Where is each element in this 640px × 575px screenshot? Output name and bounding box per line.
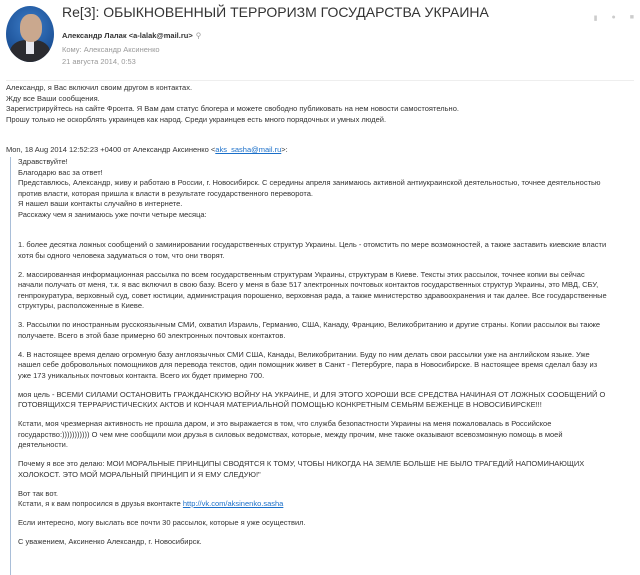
quote-intro-line: Расскажу чем я занимаюсь уже почти четыре месяца: — [18, 209, 207, 219]
email-subject: Re[3]: ОБЫКНОВЕННЫЙ ТЕРРОРИЗМ ГОСУДАРСТВА УКРАИНА — [62, 4, 489, 20]
reply-line: Александр, я Вас включил своим другом в контактах. — [6, 83, 193, 92]
closing-block — [18, 489, 638, 510]
quote-paragraph-line: уже 173 уникальных почтовых контакта. Всего их будет примерно 700. — [18, 370, 265, 380]
quote-paragraph-line: нашел себе добровольных помощников для перевода текстов, один помощник живет в Санкт - Петербурге, пара в Новосибирске. В настоящее время сделал базу из — [18, 360, 598, 369]
quote-intro-line: Здравствуйте! — [18, 157, 68, 166]
email-date: 21 августа 2014, 0:53 — [62, 57, 136, 66]
quote-paragraph-line: начали получать от меня, т.к. я вас включил в свою базу. Всего у меня в базе 517 электронных почтовых контактов государственных структур Украины, это МВД, СБУ, — [18, 280, 599, 289]
quote-paragraph — [18, 459, 638, 480]
quote-header-suffix: >: — [281, 145, 288, 154]
quote-paragraph-line: ГОТОВЯЩИХСЯ ТЕРРАРИСТИЧЕСКИХ АКТОВ И КОНЧАЯ МАТЕРИАЛЬНОЙ ПОМОЩЬЮ КОНКРЕТНЫМ СЕМЬЯМ БЕЖЕНЦЕ В НОВОСИБИРСКЕ!!! — [18, 400, 542, 409]
vk-text: Кстати, я к вам попросился в друзья вконтакте — [18, 499, 183, 508]
quote-paragraph-line: ХОЛОКОСТ. ЭТО МОЙ МОРАЛЬНЫЙ ПРИНЦИП И Я ЕМУ СЛЕДУЮ!" — [18, 469, 261, 479]
sender-name[interactable]: Александр Лалак <a-lalak@mail.ru> — [62, 31, 193, 40]
quote-paragraph — [18, 320, 638, 341]
quote-paragraphs — [18, 240, 638, 480]
quote-paragraph-line: 1. более десятка ложных сообщений о заминировании государственных структур Украины. Цель - отомстить по мере возможностей, а также заставить киевские власти — [18, 240, 607, 249]
search-icon[interactable]: ⚲ — [195, 31, 202, 40]
quote-paragraph-line: деятельности. — [18, 440, 68, 449]
quote-paragraph-line: генпрокуратура, верховный суд, совет юстиции, администрация порошенко, верховная рада, а также министерство здравоохранения и так далее. Все государственные — [18, 290, 607, 300]
sender[interactable] — [62, 31, 201, 40]
quote-paragraph-line: моя цель - ВСЕМИ СИЛАМИ ОСТАНОВИТЬ ГРАЖДАНСКУЮ ВОЙНУ НА УКРАИНЕ, И ДЛЯ ЭТОГО ХОРОШИ ВСЕ СРЕДСТВА НАЧИНАЯ ОТ ЛОЖНЫХ СООБЩЕНИЙ О — [18, 389, 606, 399]
closing-line: Вот так вот. — [18, 488, 59, 498]
quote-intro — [18, 157, 638, 220]
avatar-face — [20, 14, 42, 42]
quote-header-text: Mon, 18 Aug 2014 12:52:23 +0400 от Александр Аксиненко < — [6, 145, 216, 154]
quote-paragraph-line: 4. В настоящее время делаю огромную базу англоязычных СМИ США, Канады, Великобритании. Буду по ним делать свои рассылки уже на английском языке. Уже — [18, 349, 590, 359]
vk-link[interactable]: http://vk.com/aksinenko.sasha — [182, 499, 284, 508]
quote-intro-line: Представлюсь, Александр, живу и работаю в России, г. Новосибирск. С середины апреля занимаюсь активной антиукраинской деятельностью, точнее деятельностью — [18, 178, 601, 187]
reply-line: Прошу только не оскорблять украинцев как народ. Среди украинцев есть много порядочных и умных людей. — [6, 114, 387, 124]
quote-email-link[interactable]: aks_sasha@mail.ru — [215, 145, 282, 154]
quote-header — [6, 145, 288, 156]
quote-paragraph-line: структуры, расположенные в Киеве. — [18, 301, 145, 310]
quoted-message — [10, 157, 638, 575]
reply-body — [6, 83, 459, 125]
vk-line — [18, 499, 638, 510]
quote-paragraph — [18, 270, 638, 312]
quote-paragraph — [18, 350, 638, 382]
recipient: Кому: Александр Аксиненко — [62, 45, 160, 54]
square-icon[interactable]: ■ — [629, 14, 634, 21]
quote-intro-line: против власти, которая пришла к власти в результате государственного переворота. — [18, 188, 313, 198]
quote-paragraph-line: получаете. Всего в этой базе примерно 60 электронных почтовых контактов. — [18, 330, 286, 340]
header-divider — [6, 80, 634, 81]
quote-paragraph-line: Кстати, моя чрезмерная активность не прошла даром, и это выражается в том, что служба безопастности Украины на меня пожаловалась в Российское — [18, 419, 552, 428]
quote-paragraph-line: Почему я все это делаю: МОИ МОРАЛЬНЫЕ ПРИНЦИПЫ СВОДЯТСЯ К ТОМУ, ЧТОБЫ НИКОГДА НА ЗЕМЛЕ БОЛЬШЕ НЕ БЫЛО ТРАГЕДИЙ НАПОМИНАЮЩИХ — [18, 459, 585, 468]
signature: С уважением, Аксиненко Александр, г. Новосибирск. — [18, 537, 202, 546]
quote-paragraph-line: хотя бы одного человека задуматься о том, что они творят. — [18, 250, 225, 260]
avatar-shirt — [26, 40, 34, 54]
quote-paragraph — [18, 419, 638, 451]
quote-paragraph-line: государство:))))))))))) О чем мне сообщили мои друзья в силовых ведомствах, которые, между прочим, мне также оказывают всевозможную помощь в моей — [18, 429, 563, 439]
offer-line: Если интересно, могу выслать все почти 30 рассылок, которые я уже осуществил. — [18, 518, 306, 527]
message-actions — [594, 14, 634, 22]
dot-icon[interactable]: ● — [611, 14, 616, 21]
reply-line: Жду все Ваши сообщения. — [6, 93, 100, 103]
quote-intro-line: Я нашел ваши контакты случайно в интернете. — [18, 199, 183, 208]
quote-paragraph-line: 2. массированная информационная рассылка по всем государственным структурам Украины, структурам в Киеве. Тексты этих рассылок, точнее копии вы сейчас — [18, 269, 585, 279]
quote-paragraph — [18, 240, 638, 261]
quote-intro-line: Благодарю вас за ответ! — [18, 167, 103, 177]
reply-line: Зарегистрируйтесь на сайте Фронта. Я Вам дам статус блогера и можете свободно публиковать на нем новости самостоятельно. — [6, 104, 459, 113]
quote-paragraph — [18, 390, 638, 411]
sender-avatar — [6, 6, 54, 62]
quote-paragraph-line: 3. Рассылки по иностранным русскоязычным СМИ, охватил Израиль, Германию, США, Канаду, Францию, Великобританию и другие страны. Копии рассылок вы также — [18, 320, 601, 329]
bookmark-icon[interactable]: ▮ — [593, 15, 598, 22]
